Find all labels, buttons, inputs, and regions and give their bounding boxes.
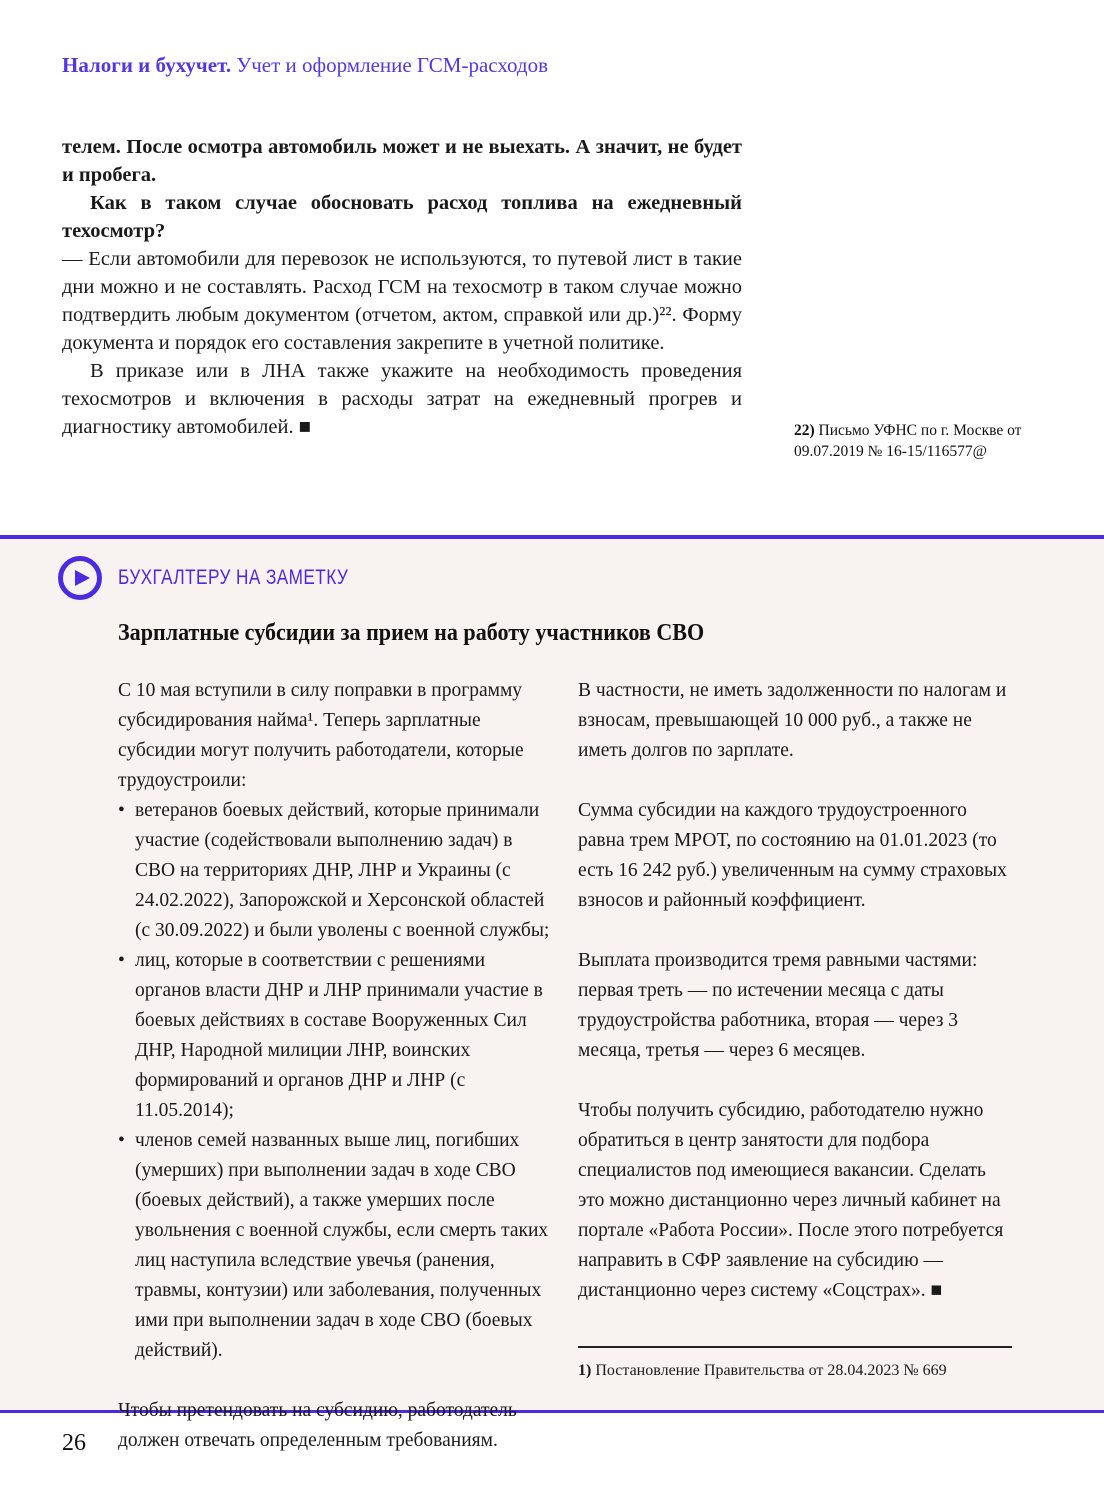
note-title: Зарплатные субсидии за прием на работу участников СВО	[118, 620, 705, 646]
note-intro-paragraph: С 10 мая вступили в силу поправки в программу субсидирования найма¹. Теперь зарплатные субсидии могут получить работодатели, которые трудоустроили:	[118, 680, 524, 791]
article-paragraph: Как в таком случае обосновать расход топлива на ежедневный техосмотр?	[62, 192, 742, 242]
sidenote-marker: 22)	[794, 422, 815, 439]
page-header	[62, 52, 548, 78]
play-icon	[58, 556, 102, 600]
note-column-right	[578, 676, 1012, 1306]
note-outro-paragraph: Чтобы претендовать на субсидию, работодатель должен отвечать определенным требованиям.	[118, 1400, 517, 1451]
note-paragraph: Чтобы получить субсидию, работодателю нужно обратиться в центр занятости для подбора специалистов под имеющиеся вакансии. Сделать это можно дистанционно через личный кабинет на портале «Работа России». После этого потребуется направить в СФР заявление на субсидию — дистанционно через систему «Соцстрах». ■	[578, 1100, 1004, 1301]
note-column-left	[118, 676, 550, 1456]
header-article-title: Учет и оформление ГСМ-расходов	[236, 53, 549, 77]
page-number: 26	[62, 1430, 86, 1456]
header-rubric: Налоги и бухучет.	[62, 53, 232, 77]
article-body	[62, 133, 742, 441]
footnote-text: Постановление Правительства от 28.04.2023 № 669	[591, 1362, 947, 1379]
note-kicker	[58, 556, 399, 600]
article-paragraph: телем. После осмотра автомобиль может и не выехать. А значит, не будет и пробега.	[62, 136, 742, 186]
sidenote-text: Письмо УФНС по г. Москве от 09.07.2019 № 16-15/116577@	[794, 422, 1022, 460]
article-paragraph: — Если автомобили для перевозок не используются, то путевой лист в такие дни можно и не составлять. Расход ГСМ на техосмотр в таком случае можно подтвердить любым документом (отчетом, актом, справкой или др.)²². Форму документа и порядок его составления закрепите в учетной политике.	[62, 248, 742, 354]
note-kicker-label: БУХГАЛТЕРУ НА ЗАМЕТКУ	[118, 566, 349, 589]
list-item: • лиц, которые в соответствии с решениями органов власти ДНР и ЛНР принимали участие в боевых действиях в составе Вооруженных Сил ДНР, Народной милиции ЛНР, воинских формирований и органов ДНР и ЛНР (с 11.05.2014);	[118, 946, 550, 1126]
sidenote-reference-22	[794, 420, 1030, 462]
note-footnote	[578, 1346, 1012, 1381]
play-triangle-icon	[75, 570, 90, 586]
note-paragraph: Сумма субсидии на каждого трудоустроенного равна трем МРОТ, по состоянию на 01.01.2023 (то есть 16 242 руб.) увеличенным на сумму страховых взносов и районный коэффициент.	[578, 800, 1007, 911]
footnote-marker: 1)	[578, 1362, 592, 1379]
list-item: • ветеранов боевых действий, которые принимали участие (содействовали выполнению задач) в СВО на территориях ДНР, ЛНР и Украины (с 24.02.2022), Запорожской и Херсонской областей (с 30.09.2022) и были уволены с военной службы;	[118, 796, 550, 946]
article-paragraph: В приказе или в ЛНА также укажите на необходимость проведения техосмотров и включения в расходы затрат на ежедневный прогрев и диагностику автомобилей. ■	[62, 360, 742, 438]
note-paragraph: В частности, не иметь задолженности по налогам и взносам, превышающей 10 000 руб., а также не иметь долгов по зарплате.	[578, 680, 1007, 761]
list-item: • членов семей названных выше лиц, погибших (умерших) при выполнении задач в ходе СВО (боевых действий), а также умерших после увольнения с военной службы, если смерть таких лиц наступила вследствие увечья (ранения, травмы, контузии) или заболевания, полученных ими при выполнении задач в ходе СВО (боевых действий).	[118, 1126, 550, 1366]
bullet-list	[118, 796, 550, 1366]
note-paragraph: Выплата производится тремя равными частями: первая треть — по истечении месяца с даты трудоустройства работника, вторая — через 3 месяца, третья — через 6 месяцев.	[578, 950, 978, 1061]
